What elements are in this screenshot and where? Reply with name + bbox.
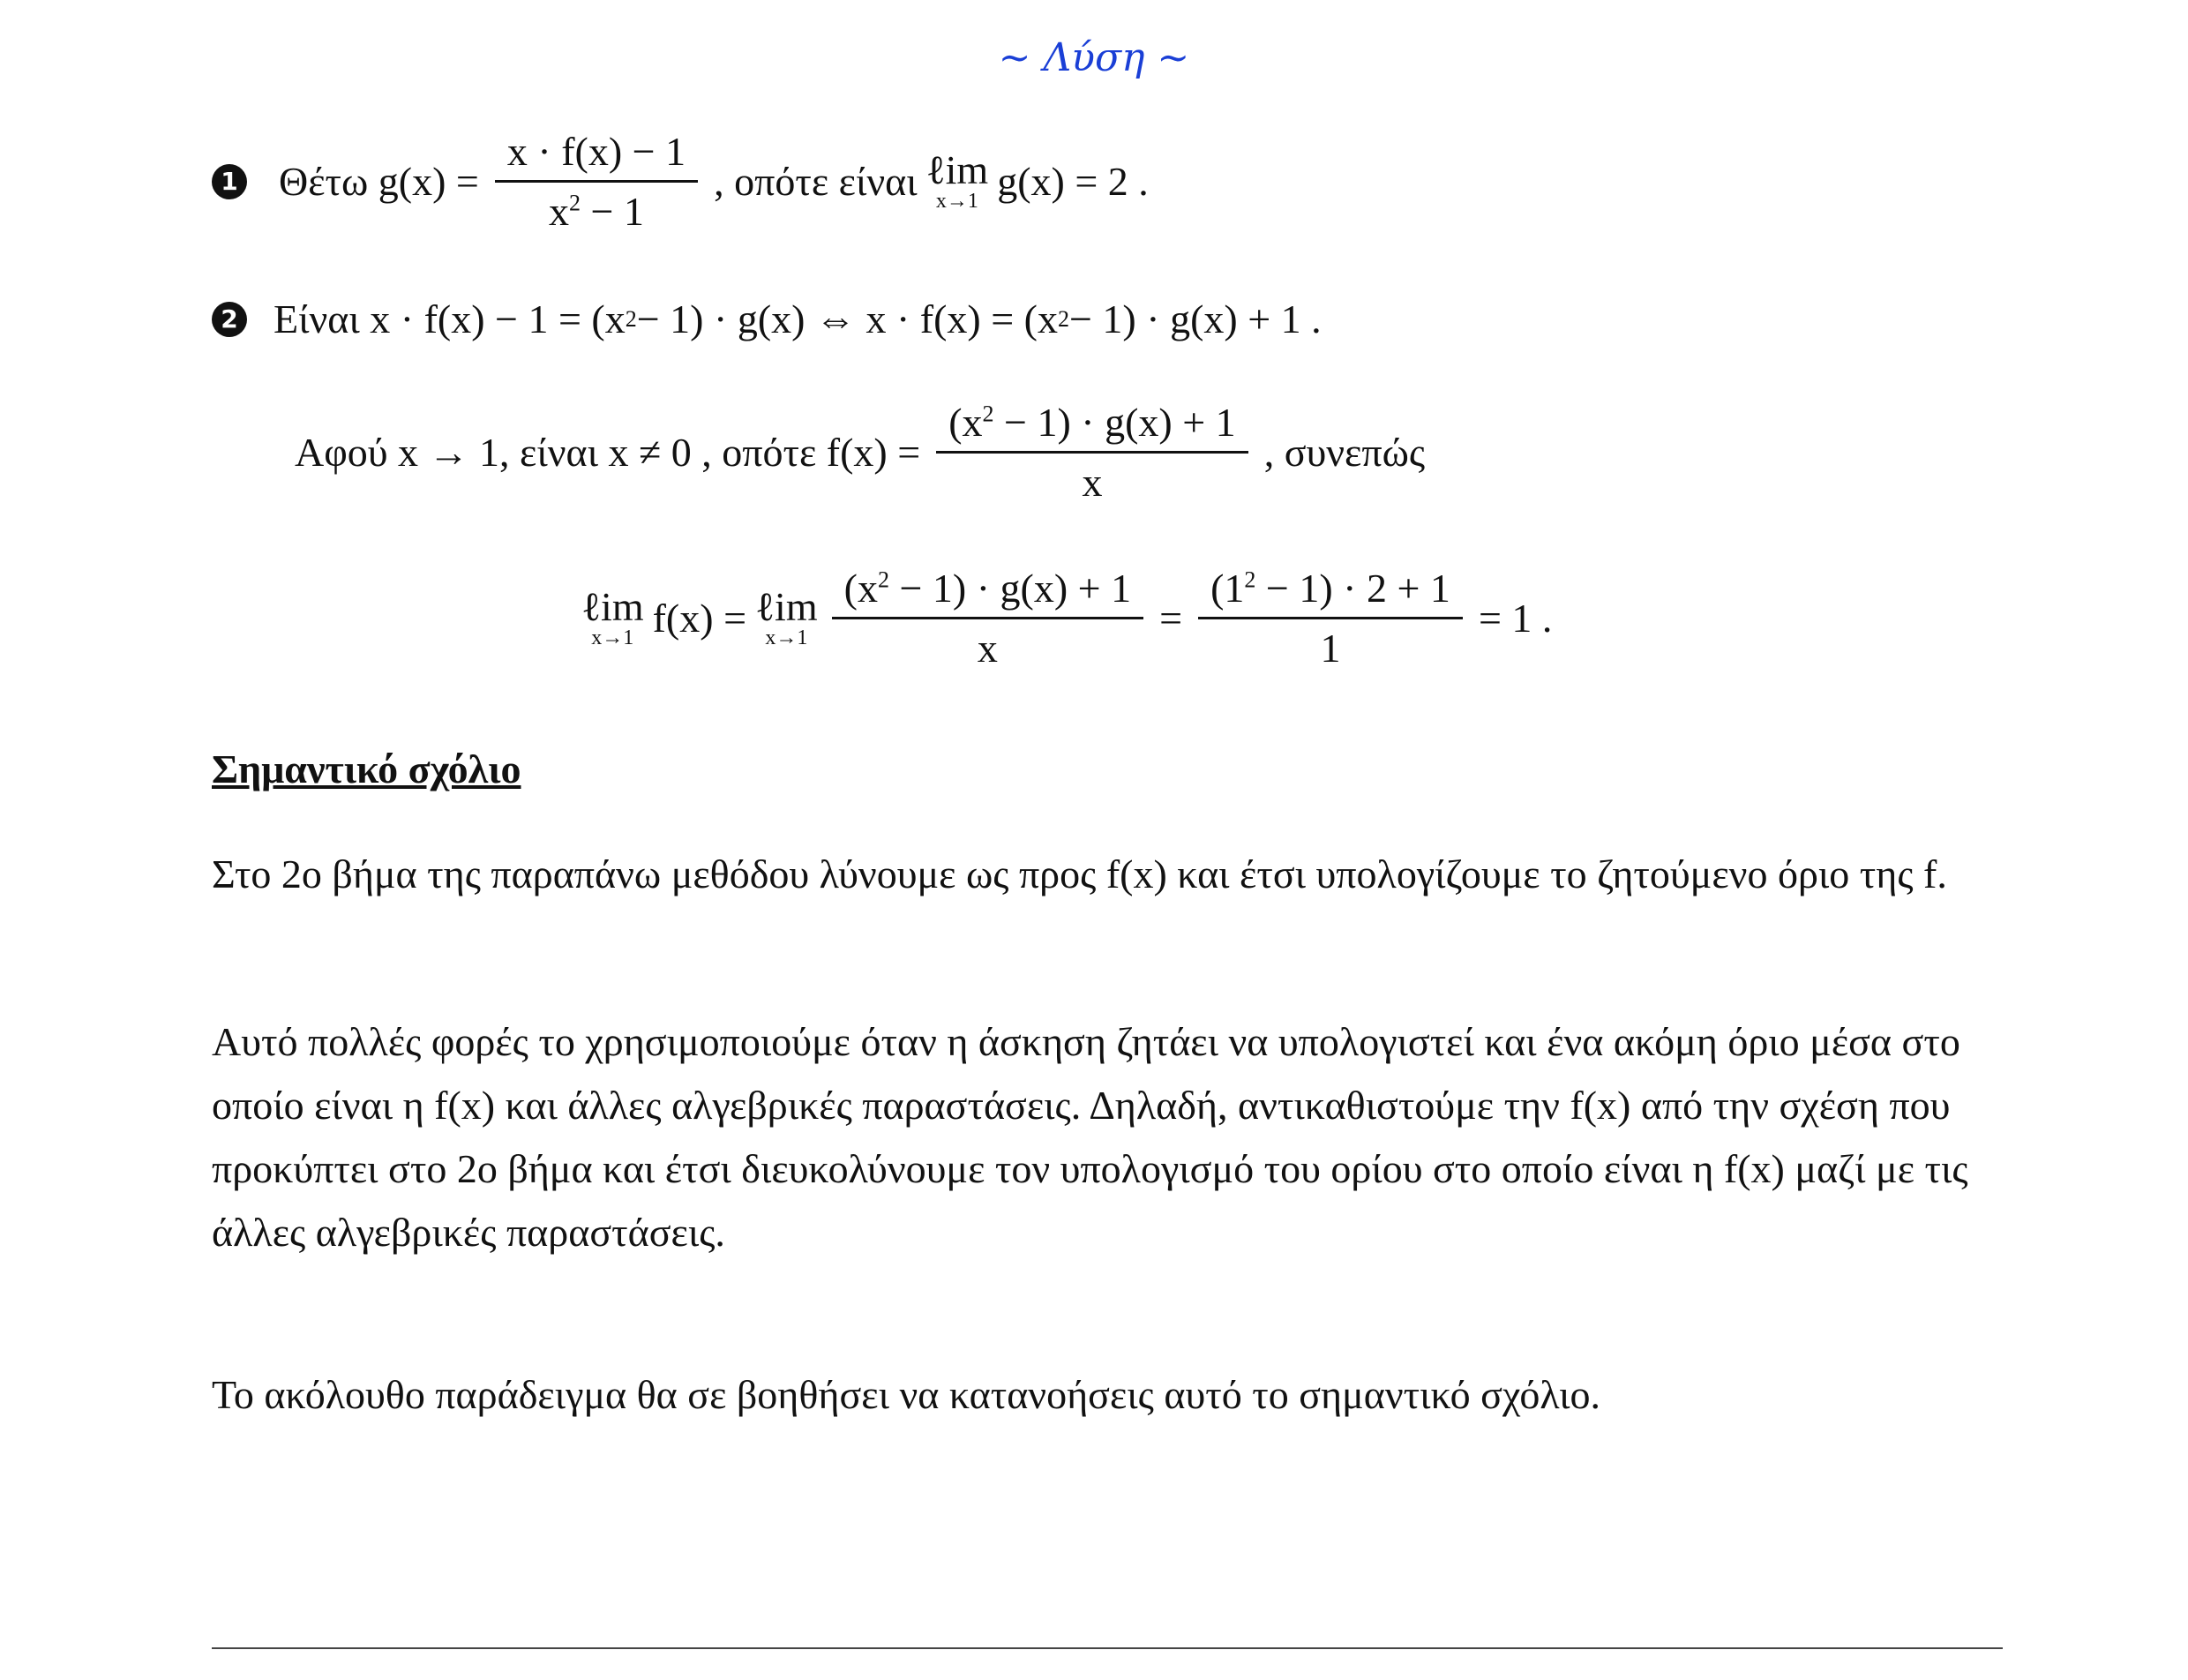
paragraph-2: Αυτό πολλές φορές το χρησιμοποιούμε όταν η άσκηση ζητάει να υπολογιστεί και ένα ακόμη όριο μέσα στο οποίο είναι η f(x) και άλλες αλγεβρικές παραστάσεις. Δηλαδή, αντικαθιστούμε την f(x) από την σχέση που προκύπτει στο 2ο βήμα και έτσι διευκολύνουμε τον υπολογισμό του ορίου στο οποίο είναι η f(x) μαζί με τις άλλες αλγεβρικές παραστάσεις. [212, 1019, 1968, 1255]
paragraph-1: Στο 2ο βήμα της παραπάνω μεθόδου λύνουμε ως προς f(x) και έτσι υπολογίζουμε το ζητούμενο όριο της f. [212, 851, 1947, 896]
num-b: − 1) · g(x) + 1 [888, 566, 1132, 611]
step-2-part-c: − 1) · g(x) + 1 . [1068, 296, 1322, 341]
step-2b-denominator: x [1082, 460, 1103, 505]
limit-f-part: f(x) = [652, 596, 747, 641]
num-exp: 2 [1244, 566, 1256, 593]
step-2b-tail: , συνεπώς [1263, 430, 1426, 475]
num-a: (x [843, 566, 878, 611]
lim-word: ℓim [755, 583, 818, 629]
den-base: x [549, 189, 570, 234]
num-b: − 1) · g(x) + 1 [993, 400, 1236, 445]
solution-heading: ~ Λύση ~ [998, 35, 1190, 80]
step-2-part-a: Είναι x · f(x) − 1 = (x [274, 296, 626, 341]
step-2b-fraction [936, 399, 1248, 506]
limit-tail: = 1 . [1478, 596, 1553, 641]
step-1 [212, 128, 1154, 235]
num-exp: 2 [877, 566, 889, 593]
footer-rule [212, 1647, 2003, 1649]
limit-fraction-1 [832, 565, 1144, 671]
step-2-continued [289, 399, 1430, 506]
step-1-tail: g(x) = 2 . [997, 159, 1149, 204]
step-2b-numerator [936, 399, 1248, 454]
step-1-bullet-icon: 1 [212, 164, 247, 199]
limit-fraction-2 [1198, 565, 1463, 671]
step-2-exp-2: 2 [1057, 305, 1069, 332]
step-1-numerator: x · f(x) − 1 [495, 128, 698, 183]
step-2b-lead: Αφού x → 1, είναι x ≠ 0 , οπότε f(x) = [295, 430, 921, 475]
lim-sub: x→1 [591, 626, 634, 649]
lim-sub: x→1 [765, 626, 808, 649]
den-rest: − 1 [581, 189, 644, 234]
lim-sub: x→1 [935, 189, 978, 213]
comment-title: Σημαντικό σχόλιο [212, 746, 521, 791]
step-2-bullet-icon: 2 [212, 302, 247, 337]
num-a: (1 [1210, 566, 1245, 611]
paragraph-3: Το ακόλουθο παράδειγμα θα σε βοηθήσει να κατανοήσεις αυτό το σημαντικό σχόλιο. [212, 1372, 1600, 1417]
limit-numerator-2 [1198, 565, 1463, 619]
num-b: − 1) · 2 + 1 [1255, 566, 1450, 611]
den-exponent: 2 [569, 190, 581, 216]
limit-2 [755, 583, 818, 649]
step-2-exp-1: 2 [625, 305, 637, 332]
step-1-mid: , οπότε είναι [714, 159, 918, 204]
limit-numerator-1 [832, 565, 1144, 619]
limit-1 [581, 583, 644, 649]
lim-word: ℓim [925, 146, 989, 192]
num-exp: 2 [982, 401, 994, 427]
step-2-part-b: − 1) · g(x) ⇔ x · f(x) = (x [636, 296, 1058, 341]
step-1-limit [925, 146, 989, 213]
step-2 [212, 296, 1322, 342]
step-1-fraction [495, 128, 698, 235]
limit-denominator-1: x [977, 626, 998, 671]
lim-word: ℓim [581, 583, 644, 629]
step-1-denominator [536, 183, 656, 235]
limit-denominator-2: 1 [1320, 626, 1341, 671]
step-1-lead: Θέτω g(x) = [279, 159, 479, 204]
num-a: (x [948, 400, 983, 445]
limit-equation [578, 565, 1557, 671]
limit-equals: = [1159, 596, 1183, 641]
